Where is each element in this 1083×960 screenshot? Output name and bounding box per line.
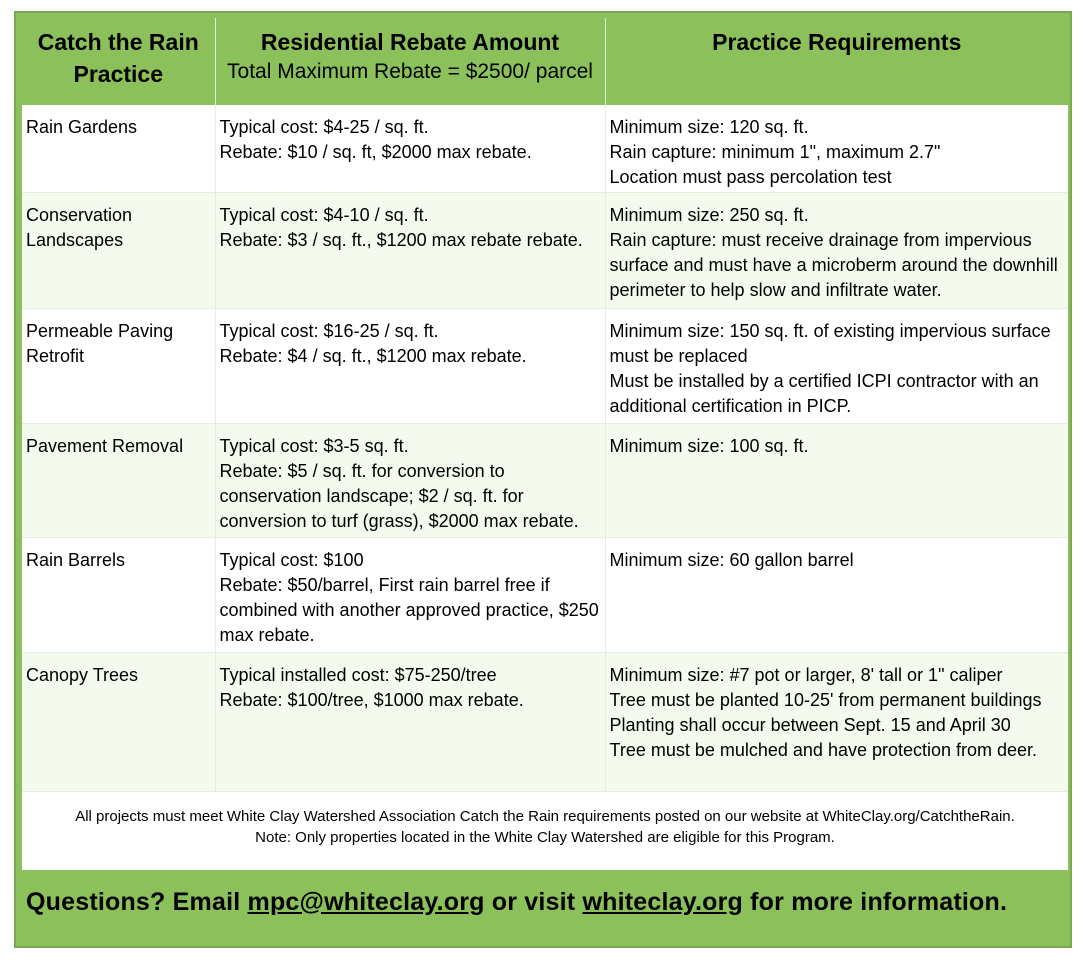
requirements-cell [605,423,1068,537]
header-requirements: Practice Requirements [605,18,1068,105]
website-link[interactable]: whiteclay.org [582,887,743,916]
rebate-table [22,18,1068,792]
requirements-cell [605,192,1068,308]
requirements-line: Tree must be planted 10-25' from permanent buildings [609,689,1042,710]
header-rebate [215,18,605,105]
rebate-cell [215,308,605,423]
requirements-line: Minimum size: 150 sq. ft. of existing impervious surface must be replaced [609,320,1051,366]
requirements-line: Minimum size: 120 sq. ft. [609,117,809,137]
requirements-line: Minimum size: #7 pot or larger, 8' tall or 1" caliper [609,664,1003,685]
contact-banner [22,870,1068,938]
practice-cell: Rain Gardens [22,105,215,192]
table-row [22,652,1068,791]
requirements-line: Tree must be mulched and have protection from deer. [609,739,1038,760]
rebate-cell [215,423,605,537]
table-header-row [22,18,1068,105]
header-rebate-title: Residential Rebate Amount [260,29,560,55]
practice-cell: Rain Barrels [22,537,215,652]
rebate-line: Typical cost: $16-25 / sq. ft. [219,320,439,341]
rebate-line: Typical cost: $4-10 / sq. ft. [219,204,429,225]
rebate-line: Typical installed cost: $75-250/tree [219,664,497,685]
rebate-flyer [14,11,1072,948]
table-row [22,537,1068,652]
rebate-line: Rebate: $10 / sq. ft, $2000 max rebate. [219,142,532,162]
requirements-cell [605,652,1068,791]
rebate-line: Rebate: $50/barrel, First rain barrel free if combined with another approved practice, $250 max rebate. [219,574,599,645]
header-rebate-subtitle: Total Maximum Rebate = $2500/ parcel [227,60,593,83]
rebate-cell [215,652,605,791]
requirements-line: Planting shall occur between Sept. 15 and April 30 [609,714,1011,735]
rebate-line: Typical cost: $100 [219,549,364,570]
table-body [22,105,1068,791]
requirements-line: Location must pass percolation test [609,167,892,187]
email-link[interactable]: mpc@whiteclay.org [247,887,485,916]
requirements-cell [605,308,1068,423]
rebate-line: Rebate: $3 / sq. ft., $1200 max rebate rebate. [219,229,583,250]
requirements-cell [605,105,1068,192]
content-area [22,18,1068,938]
table-row [22,105,1068,192]
table-row [22,192,1068,308]
requirements-cell [605,537,1068,652]
table-row [22,308,1068,423]
header-practice: Catch the Rain Practice [22,18,215,105]
requirements-line: Rain capture: minimum 1", maximum 2.7" [609,142,941,162]
rebate-line: Rebate: $100/tree, $1000 max rebate. [219,689,524,710]
contact-suffix: for more information. [743,887,1008,916]
rebate-line: Typical cost: $3-5 sq. ft. [219,435,409,456]
footnote [22,792,1068,870]
rebate-line: Typical cost: $4-25 / sq. ft. [219,117,429,137]
footnote-line-2: Note: Only properties located in the White Clay Watershed are eligible for this Program. [255,828,835,846]
contact-middle: or visit [484,887,583,916]
rebate-cell [215,537,605,652]
table-row [22,423,1068,537]
requirements-line: Rain capture: must receive drainage from impervious surface and must have a microberm around the downhill perimeter to help slow and infiltrate water. [609,229,1058,300]
requirements-line: Minimum size: 250 sq. ft. [609,204,809,225]
practice-cell: Pavement Removal [22,423,215,537]
practice-cell: Conservation Landscapes [22,192,215,308]
rebate-line: Rebate: $5 / sq. ft. for conversion to conservation landscape; $2 / sq. ft. for conversion to turf (grass), $2000 max rebate. [219,460,579,531]
practice-cell: Canopy Trees [22,652,215,791]
requirements-line: Must be installed by a certified ICPI contractor with an additional certification in PICP. [609,370,1039,416]
rebate-line: Rebate: $4 / sq. ft., $1200 max rebate. [219,345,527,366]
footnote-line-1: All projects must meet White Clay Watershed Association Catch the Rain requirements posted on our website at WhiteClay.org/CatchtheRain. [75,807,1015,825]
practice-cell: Permeable Paving Retrofit [22,308,215,423]
rebate-cell [215,105,605,192]
requirements-line: Minimum size: 100 sq. ft. [609,435,809,456]
requirements-line: Minimum size: 60 gallon barrel [609,549,854,570]
rebate-cell [215,192,605,308]
contact-prefix: Questions? Email [26,887,248,916]
